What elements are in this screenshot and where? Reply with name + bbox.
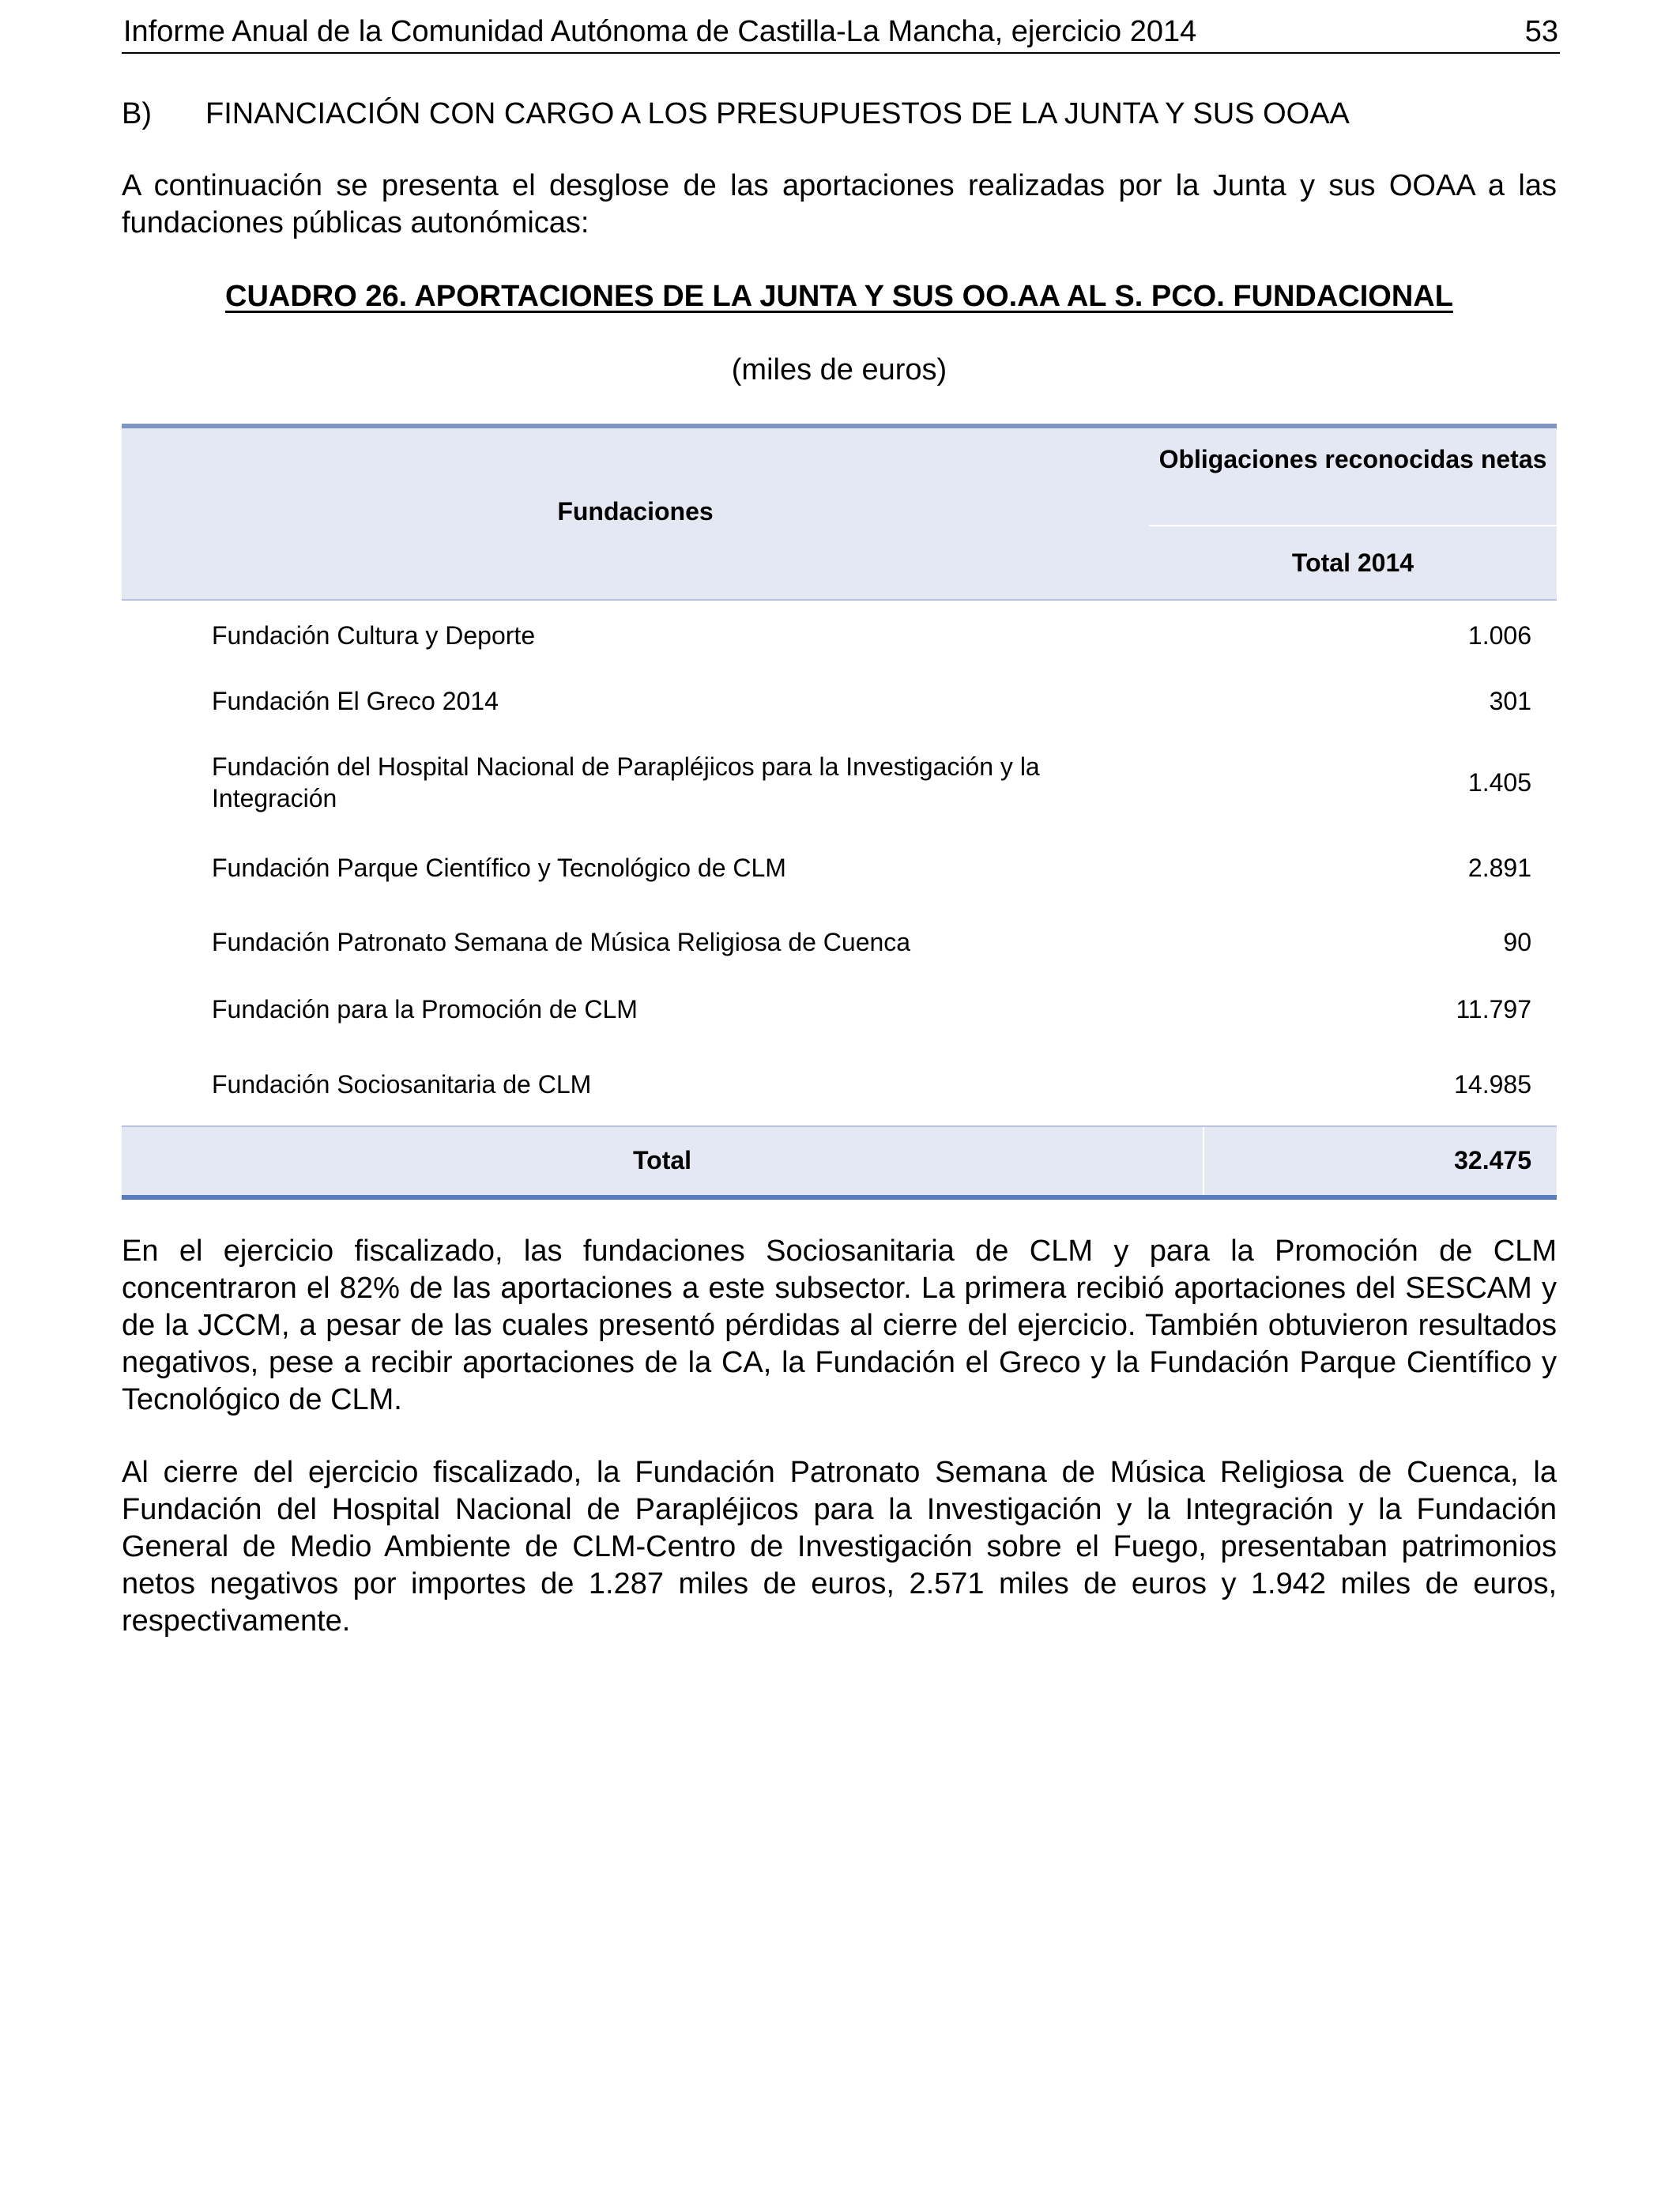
- row-value: 2.891: [1467, 854, 1531, 882]
- header-obligaciones: Obligaciones reconocidas netas: [1158, 445, 1547, 473]
- body-paragraph-1: En el ejercicio fiscalizado, las fundaciones Sociosanitaria de CLM y para la Promoción de CLM concentraron el 82% de las aportaciones a este subsector. La primera recibió aportaciones del SESCAM y de la JCCM, a pesar de las cuales presentó pérdidas al cierre del ejercicio. También obtuvieron resultados negativos, pese a recibir aportaciones de la CA, la Fundación el Greco y la Fundación Parque Científico y Tecnológico de CLM.: [122, 1235, 1557, 1416]
- row-name: Fundación para la Promoción de CLM: [212, 995, 638, 1023]
- row-name: Fundación Patronato Semana de Música Religiosa de Cuenca: [212, 928, 911, 956]
- row-value: 14.985: [1454, 1070, 1531, 1099]
- total-value: 32.475: [1454, 1145, 1531, 1174]
- page-number: 53: [1524, 15, 1558, 48]
- page-header: [122, 11, 1560, 54]
- table-unit: (miles de euros): [731, 353, 947, 386]
- row-name: Fundación El Greco 2014: [212, 687, 499, 715]
- row-value: 90: [1503, 928, 1531, 956]
- report-title: Informe Anual de la Comunidad Autónoma de Castilla-La Mancha, ejercicio 2014: [123, 15, 1197, 48]
- intro-paragraph: A continuación se presenta el desglose de las aportaciones realizadas por la Junta y sus OOAA a las fundaciones públicas autonómicas:: [122, 169, 1557, 239]
- total-label: Total: [632, 1145, 692, 1174]
- header-bottom-rule: [122, 599, 1557, 601]
- row-name: Fundación Cultura y Deporte: [212, 621, 536, 650]
- section-letter: B): [122, 97, 152, 130]
- body-paragraph-2: Al cierre del ejercicio fiscalizado, la Fundación Patronato Semana de Música Religiosa de Cuenca, la Fundación del Hospital Nacional de Parapléjicos para la Investigación y la Integración y la Fundación General de Medio Ambiente de CLM-Centro de Investigación sobre el Fuego, presentaban patrimonios netos negativos por importes de 1.287 miles de euros, 2.571 miles de euros y 1.942 miles de euros, respectivamente.: [122, 1456, 1557, 1638]
- row-name: Fundación Parque Científico y Tecnológico de CLM: [212, 854, 786, 882]
- row-value: 1.405: [1467, 768, 1531, 797]
- table-title: CUADRO 26. APORTACIONES DE LA JUNTA Y SUS OO.AA AL S. PCO. FUNDACIONAL: [225, 280, 1453, 313]
- row-value: 1.006: [1467, 621, 1531, 650]
- contributions-table: [122, 424, 1557, 1200]
- row-name: Fundación Sociosanitaria de CLM: [212, 1070, 592, 1099]
- row-value: 301: [1489, 687, 1531, 715]
- row-value: 11.797: [1456, 995, 1531, 1023]
- header-fundaciones: Fundaciones: [557, 496, 714, 526]
- section-title: FINANCIACIÓN CON CARGO A LOS PRESUPUESTOS DE LA JUNTA Y SUS OOAA: [205, 97, 1350, 130]
- header-total-2014: Total 2014: [1291, 548, 1414, 577]
- section-heading: [122, 93, 1350, 134]
- row-name: Fundación del Hospital Nacional de Parapléjicos para la Investigación y la Integración: [212, 752, 1040, 812]
